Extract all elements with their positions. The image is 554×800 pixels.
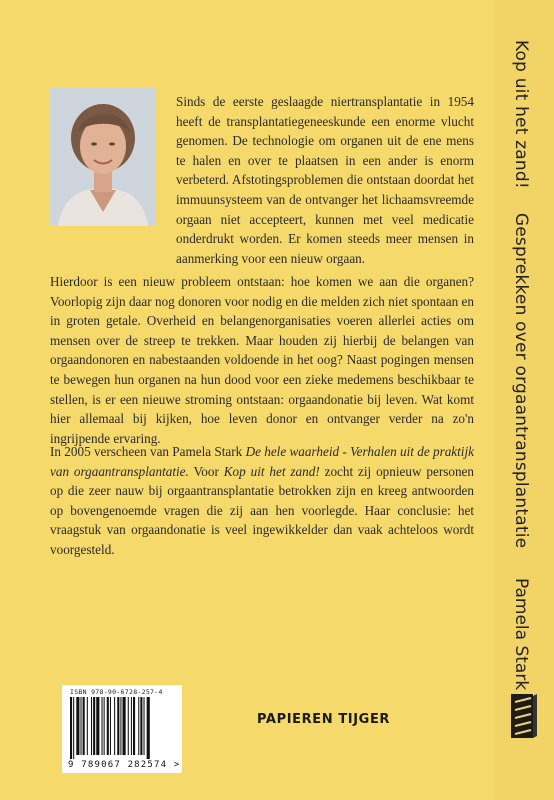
barcode-bar (91, 697, 92, 755)
closing-text-2: Voor (188, 463, 224, 479)
publisher-tiger-logo-icon (509, 690, 539, 742)
intro-paragraph: Sinds de eerste geslaagde niertransplantatie in 1954 heeft de transplantatiegeneeskunde een enorme vlucht genomen. De technologie om organen uit de ene mens te halen en over te plaatsen in een ander is enorm verbeterd. Afstotingsproblemen die ontstaan doordat het immuunsysteem van de ontvanger het lichaamsvreemde orgaan niet accepteert, kunnen met veel medicatie onderdrukt worden. Er komen steeds meer mensen in aanmerking voor een nieuw orgaan. (176, 94, 474, 266)
closing-paragraph (50, 442, 474, 560)
barcode-bar (114, 697, 115, 755)
barcode-bars-icon (70, 697, 174, 759)
barcode-bar (140, 697, 142, 755)
barcode-bar (128, 697, 129, 755)
publisher-name: PAPIEREN TIJGER (257, 712, 391, 727)
barcode-bar (123, 697, 126, 755)
barcode (62, 685, 182, 773)
barcode-bar (81, 697, 82, 755)
spine-title: Kop uit het zand! (511, 40, 531, 189)
barcode-bar (104, 697, 105, 755)
spine-author: Pamela Stark (511, 578, 531, 691)
barcode-bar (102, 697, 103, 755)
barcode-bar (73, 697, 74, 759)
barcode-bar (144, 697, 145, 755)
closing-title-1: De hele waarheid - Verhalen uit de praktijk van orgaantransplantatie. (50, 444, 474, 479)
closing-text-1: In 2005 verscheen van Pamela Stark (50, 444, 246, 459)
spine-subtitle: Gesprekken over orgaantransplantatie (511, 212, 531, 549)
barcode-bar (138, 697, 139, 755)
isbn-label: ISBN 978-90-6728-257-4 (70, 688, 163, 696)
barcode-bar (96, 697, 99, 755)
closing-text-3: zocht zij opnieuw personen op die zeer nauw bij orgaantransplantatie betrokken zijn en kreeg antwoorden op bovengenoemde vragen die zij aan hen voorlegde. Haar conclusie: het vraagstuk van orgaandonatie is veel ingewikkelder dan vaak achteloos wordt voorgesteld. (50, 463, 474, 557)
barcode-bar (117, 697, 119, 755)
body-paragraph: Hierdoor is een nieuw probleem ontstaan: hoe komen we aan die organen? Voorlopig zijn daar nog donoren voor nodig en die melden zich niet spontaan en in groten getale. Overheid en belangenorganisaties voeren allerlei acties om mensen over de streep te trekken. Maar houden zij hierbij de belangen van orgaandonoren en nabestaanden voldoende in het oog? Naast pogingen mensen te bewegen hun organen na hun dood voor een zieke medemens beschikbaar te stellen, is er een nieuwe stroming ontstaan: orgaandonatie bij leven. Wat komt hier allemaal bij kijken, hoe leven donor en ontvanger verder na zo'n ingrijpende ervaring. (50, 274, 474, 446)
barcode-bar (93, 697, 95, 755)
barcode-bar (133, 697, 135, 755)
barcode-bar (76, 697, 79, 755)
barcode-bar (120, 697, 121, 755)
barcode-bar (110, 697, 111, 755)
author-portrait-icon (50, 88, 156, 226)
barcode-bar (70, 697, 72, 759)
spine-title-block (511, 40, 531, 548)
barcode-bar (131, 697, 132, 755)
isbn-digits: 9 789067 282574 > (68, 760, 181, 770)
closing-title-2: Kop uit het zand! (223, 463, 320, 479)
barcode-bar (147, 697, 150, 759)
author-photo (50, 88, 156, 226)
barcode-bar (107, 697, 109, 755)
barcode-bar (83, 697, 85, 755)
barcode-bar (87, 697, 88, 755)
